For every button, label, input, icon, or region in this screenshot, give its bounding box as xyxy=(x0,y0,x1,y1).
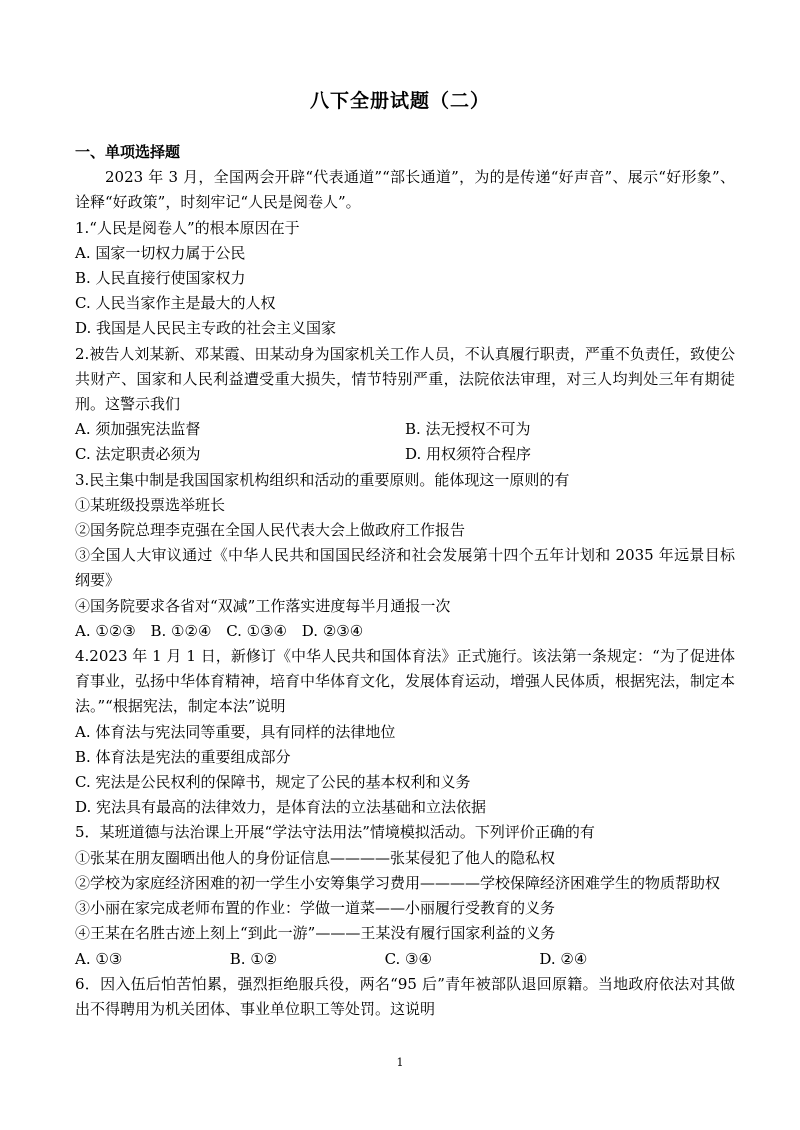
q1-option-a: A. 国家一切权力属于公民 xyxy=(75,243,246,262)
q3-item-2: ②国务院总理李克强在全国人民代表大会上做政府工作报告 xyxy=(75,521,466,540)
q2-stem: 2.被告人刘某新、邓某霞、田某动身为国家机关工作人员，不认真履行职责，严重不负责任，致使公共财产、国家和人民利益遭受重大损失，情节特别严重，法院依法审理，对三人均判处三年有期徒刑。这警示我们 xyxy=(75,344,735,414)
q5-answer-a: A. ①③ xyxy=(75,949,123,968)
q2-options-row-1 xyxy=(75,417,735,442)
q5-answers xyxy=(75,947,735,972)
q5-item-1: ①张某在朋友圈晒出他人的身份证信息————张某侵犯了他人的隐私权 xyxy=(75,848,556,867)
page-number: 1 xyxy=(396,1056,404,1069)
intro-paragraph: 2023 年 3 月，全国两会开辟“代表通道”“部长通道”，为的是传递“好声音”、展示“好形象”、诠释“好政策”，时刻牢记“人民是阅卷人”。 xyxy=(75,168,735,212)
q4-option-d: D. 宪法具有最高的法律效力，是体育法的立法基础和立法依据 xyxy=(75,798,487,817)
q3-item-3: ③全国人大审议通过《中华人民共和国国民经济和社会发展第十四个五年计划和 2035 年远景目标纲要》 xyxy=(75,546,735,590)
q2-option-c: C. 法定职责必须为 xyxy=(75,445,201,464)
section-heading: 一、单项选择题 xyxy=(75,143,181,161)
q2-options-row-2 xyxy=(75,442,735,467)
q3-answer-c: C. ①③④ xyxy=(226,621,288,640)
q3-answers xyxy=(75,619,735,644)
q5-item-4: ④王某在名胜古迹上刻上“到此一游”———王某没有履行国家利益的义务 xyxy=(75,924,556,943)
q3-item-1: ①某班级投票选举班长 xyxy=(75,495,226,514)
q2-option-b: B. 法无授权不可为 xyxy=(405,420,531,439)
q1-option-d: D. 我国是人民民主专政的社会主义国家 xyxy=(75,319,337,338)
q4-option-b: B. 体育法是宪法的重要组成部分 xyxy=(75,747,291,766)
q6-stem: 6．因入伍后怕苦怕累，强烈拒绝服兵役，两名“95 后”青年被部队退回原籍。当地政府依法对其做出不得聘用为机关团体、事业单位职工等处罚。这说明 xyxy=(75,974,735,1018)
q2-option-a: A. 须加强宪法监督 xyxy=(75,420,201,439)
q4-stem: 4.2023 年 1 月 1 日，新修订《中华人民共和国体育法》正式施行。该法第一条规定：“为了促进体育事业，弘扬中华体育精神，培育中华体育文化，发展体育运动，增强人民体质，根据宪法，制定本法。”“根据宪法，制定本法”说明 xyxy=(75,647,736,716)
q1-stem: 1.“人民是阅卷人”的根本原因在于 xyxy=(75,218,300,237)
q5-answer-c: C. ③④ xyxy=(384,949,432,968)
q5-stem: 5．某班道德与法治课上开展“学法守法用法”情境模拟活动。下列评价正确的有 xyxy=(75,823,595,842)
q4-option-c: C. 宪法是公民权利的保障书，规定了公民的基本权利和义务 xyxy=(75,773,471,792)
exam-content xyxy=(75,140,735,1022)
page-title: 八下全册试题（二） xyxy=(309,90,490,112)
q5-item-2: ②学校为家庭经济困难的初一学生小安筹集学习费用————学校保障经济困难学生的物质帮助权 xyxy=(75,873,721,892)
q3-stem: 3.民主集中制是我国国家机构组织和活动的重要原则。能体现这一原则的有 xyxy=(75,470,570,489)
q3-answer-b: B. ①②④ xyxy=(150,621,212,640)
q3-answer-a: A. ①②③ xyxy=(75,621,136,640)
q1-option-b: B. 人民直接行使国家权力 xyxy=(75,269,246,288)
q5-answer-d: D. ②④ xyxy=(539,949,588,968)
q3-item-4: ④国务院要求各省对“双减”工作落实进度每半月通报一次 xyxy=(75,596,451,615)
q5-answer-b: B. ①② xyxy=(229,949,278,968)
q5-item-3: ③小丽在家完成老师布置的作业：学做一道菜——小丽履行受教育的义务 xyxy=(75,899,556,918)
q4-option-a: A. 体育法与宪法同等重要，具有同样的法律地位 xyxy=(75,722,396,741)
q1-option-c: C. 人民当家作主是最大的人权 xyxy=(75,294,276,313)
q3-answer-d: D. ②③④ xyxy=(301,621,364,640)
q2-option-d: D. 用权须符合程序 xyxy=(405,445,532,464)
